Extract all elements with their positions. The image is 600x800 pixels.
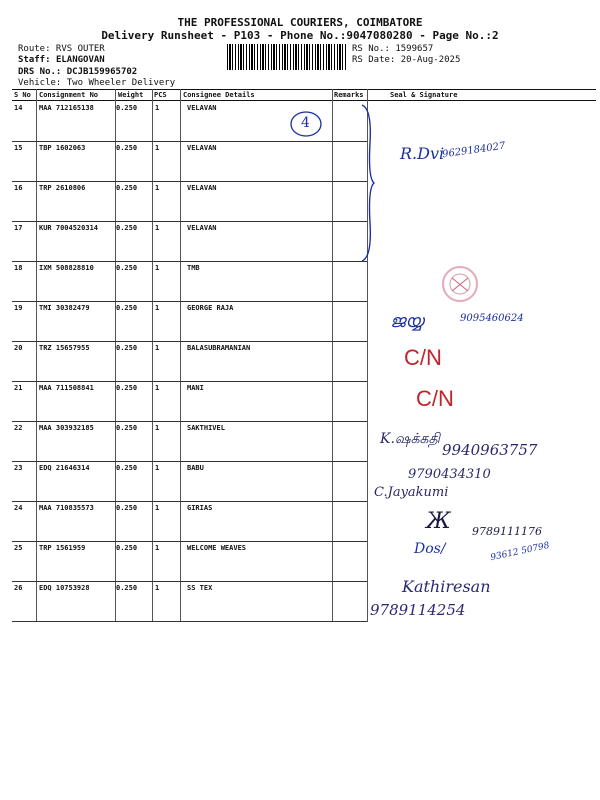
cell-sno: 17 [14, 224, 23, 232]
signature-phone: 93612 50798 [489, 540, 551, 564]
row-divider [12, 621, 367, 622]
cell-sno: 14 [14, 104, 23, 112]
cell-consignee: GEORGE RAJA [187, 304, 234, 312]
row-divider [12, 341, 367, 342]
cell-consignment: MAA 303932185 [39, 424, 94, 432]
col-header-weight: Weight [118, 91, 144, 99]
row-divider [12, 541, 367, 542]
cell-consignee: BALASUBRAMANIAN [187, 344, 251, 352]
cell-consignee: VELAVAN [187, 104, 217, 112]
col-header-pcs: PCS [154, 91, 167, 99]
rs-number: RS No.: 1599657 [352, 44, 434, 54]
cell-consignee: MANI [187, 384, 204, 392]
cell-weight: 0.250 [116, 424, 138, 432]
row-divider [12, 381, 367, 382]
cell-weight: 0.250 [116, 224, 138, 232]
cell-weight: 0.250 [116, 544, 138, 552]
col-header-remarks: Remarks [334, 91, 364, 99]
cell-sno: 25 [14, 544, 23, 552]
cell-weight: 0.250 [116, 264, 138, 272]
cell-sno: 16 [14, 184, 23, 192]
col-header-consignment: Consignment No [39, 91, 99, 99]
row-divider [12, 181, 367, 182]
cell-pcs: 1 [155, 104, 160, 112]
cell-sno: 19 [14, 304, 23, 312]
cell-sno: 21 [14, 384, 23, 392]
cell-consignment: EDQ 21646314 [39, 464, 90, 472]
vehicle-type: Vehicle: Two Wheeler Delivery [18, 78, 176, 88]
cell-pcs: 1 [155, 304, 160, 312]
col-divider [152, 89, 153, 622]
cell-pcs: 1 [155, 344, 160, 352]
company-title: THE PROFESSIONAL COURIERS, COIMBATORE [177, 16, 423, 29]
signature-name: Kathiresan [402, 577, 491, 596]
row-divider [12, 261, 367, 262]
cell-consignment: TRZ 15657955 [39, 344, 90, 352]
row-divider [12, 501, 367, 502]
cell-weight: 0.250 [116, 304, 138, 312]
cell-sno: 20 [14, 344, 23, 352]
col-divider [115, 89, 116, 622]
staff-line [18, 55, 105, 65]
cell-sno: 18 [14, 264, 23, 272]
cell-sno: 22 [14, 424, 23, 432]
cell-consignee: VELAVAN [187, 184, 217, 192]
cell-weight: 0.250 [116, 104, 138, 112]
stamp-mark [440, 264, 480, 304]
cell-weight: 0.250 [116, 464, 138, 472]
cell-consignee: VELAVAN [187, 144, 217, 152]
cell-pcs: 1 [155, 504, 160, 512]
cell-consignment: TRP 1561959 [39, 544, 86, 552]
col-header-sno: S No [14, 91, 31, 99]
cell-consignee: WELCOME WEAVES [187, 544, 247, 552]
route-label: Route: RVS OUTER [18, 44, 105, 54]
signature-phone: 9789111176 [472, 525, 542, 538]
circled-count: 4 [301, 115, 310, 131]
row-divider [12, 221, 367, 222]
cn-remark: C/N [404, 345, 442, 370]
row-divider [12, 141, 367, 142]
signature-scribble: ജയ്യ [390, 311, 424, 332]
cell-consignee: TMB [187, 264, 200, 272]
cell-pcs: 1 [155, 184, 160, 192]
cell-sno: 23 [14, 464, 23, 472]
staff-label: Staff: [18, 55, 51, 65]
row-divider [12, 421, 367, 422]
col-header-seal: Seal & Signature [390, 91, 458, 99]
runsheet-table [12, 89, 596, 622]
signature-scribble: C.Jayakumi [374, 485, 449, 500]
col-header-consignee: Consignee Details [183, 91, 255, 99]
cell-pcs: 1 [155, 264, 160, 272]
signature-phone: 9790434310 [408, 467, 491, 482]
cell-weight: 0.250 [116, 344, 138, 352]
cell-pcs: 1 [155, 544, 160, 552]
staff-name: ELANGOVAN [55, 55, 105, 65]
cell-consignee: BABU [187, 464, 204, 472]
cell-weight: 0.250 [116, 144, 138, 152]
cell-consignment: TRP 2610806 [39, 184, 86, 192]
cell-sno: 26 [14, 584, 23, 592]
cell-pcs: 1 [155, 224, 160, 232]
cell-pcs: 1 [155, 424, 160, 432]
cell-pcs: 1 [155, 144, 160, 152]
cell-consignment: TMI 30382479 [39, 304, 90, 312]
signature-phone: 9789114254 [370, 601, 466, 619]
cell-consignment: KUR 7004520314 [39, 224, 99, 232]
signature-scribble: Dos/ [414, 541, 446, 557]
signature-phone: 9095460624 [460, 313, 524, 324]
col-divider [180, 89, 181, 622]
cell-weight: 0.250 [116, 584, 138, 592]
cell-weight: 0.250 [116, 384, 138, 392]
signature-scribble: K.ஷக்கதி [380, 431, 440, 447]
runsheet-subtitle: Delivery Runsheet - P103 - Phone No.:9047080280 - Page No.:2 [101, 29, 499, 42]
col-divider [332, 89, 333, 622]
signature-phone: 9629184027 [441, 140, 507, 161]
cell-consignee: GIRIAS [187, 504, 213, 512]
signature-scribble: R.Dvi [400, 144, 445, 163]
cell-consignment: MAA 712165138 [39, 104, 94, 112]
cell-consignment: MAA 710835573 [39, 504, 94, 512]
row-divider [12, 461, 367, 462]
cell-consignee: VELAVAN [187, 224, 217, 232]
row-divider [12, 301, 367, 302]
rs-date: RS Date: 20-Aug-2025 [352, 55, 461, 65]
cell-consignment: MAA 711508841 [39, 384, 94, 392]
cell-consignment: EDQ 10753928 [39, 584, 90, 592]
header-bottom-border [12, 100, 596, 101]
col-divider [36, 89, 37, 622]
table-top-border [12, 89, 596, 90]
cell-sno: 24 [14, 504, 23, 512]
cn-remark: C/N [416, 386, 454, 411]
signature-phone: 9940963757 [442, 441, 538, 459]
cell-consignee: SS TEX [187, 584, 213, 592]
cell-pcs: 1 [155, 464, 160, 472]
cell-sno: 15 [14, 144, 23, 152]
runsheet-barcode [227, 44, 347, 70]
drs-number: DRS No.: DCJB159965702 [18, 67, 138, 77]
cell-pcs: 1 [155, 584, 160, 592]
cell-weight: 0.250 [116, 184, 138, 192]
cell-consignee: SAKTHIVEL [187, 424, 225, 432]
cell-consignment: TBP 1602063 [39, 144, 86, 152]
signature-scribble: Ж [426, 509, 451, 534]
cell-consignment: IXM 508828810 [39, 264, 94, 272]
row-divider [12, 581, 367, 582]
bracket-mark [358, 103, 378, 263]
cell-pcs: 1 [155, 384, 160, 392]
cell-weight: 0.250 [116, 504, 138, 512]
